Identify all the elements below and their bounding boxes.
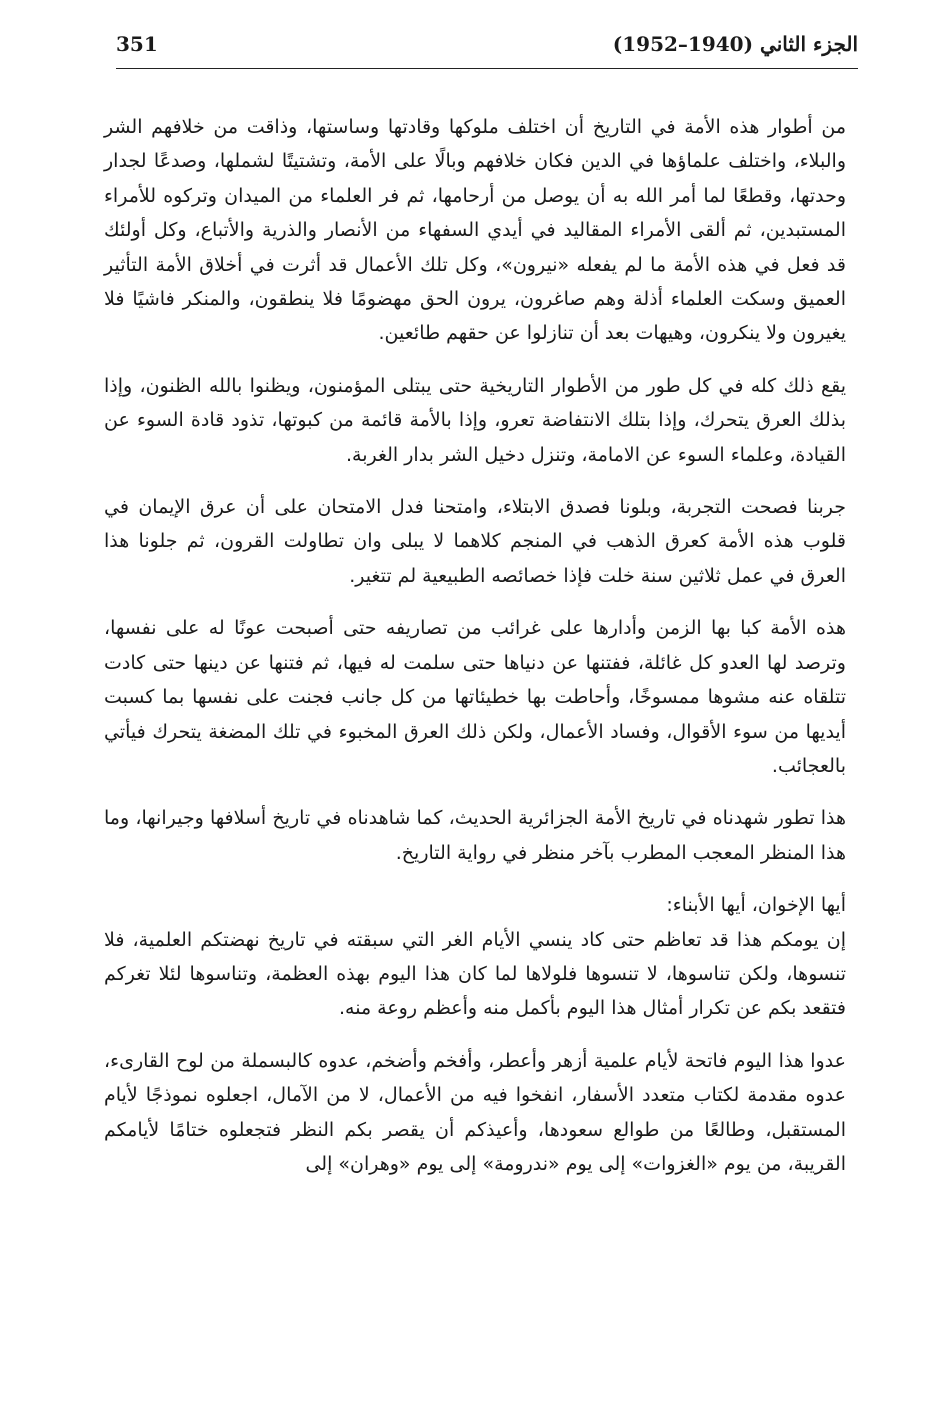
running-head: الجزء الثاني (1940–1952) — [612, 32, 858, 56]
paragraph: هذه الأمة كبا بها الزمن وأدارها على غرائب من تصاريفه حتى أصبحت عونًا له على نفسها، وترصد لها العدو كل غائلة، ففتنها عن دنياها حتى سلمت له فيها، ثم فتنها عن دينها حتى كادت تتلقاه عنه مشوها ممسوخًا، وأحاطت بها خطيئاتها من كل جانب فجنت على نفسها بما كسبت أيديها من سوء الأقوال، وفساد الأعمال، ولكن ذلك العرق المخبوء في تلك المضغة يتحرك فيأتي بالعجائب. — [104, 617, 846, 777]
paragraph: إن يومكم هذا قد تعاظم حتى كاد ينسي الأيام الغر التي سبقته في تاريخ نهضتكم العلمية، فلا تنسوها، ولكن تناسوها، لا تنسوها فلولاها لما كان هذا اليوم بهذه العظمة، وتناسوها لئلا تغركم فتقعد بكم عن تكرار أمثال هذا اليوم بأكمل منه وأعظم روعة منه. — [104, 928, 846, 1020]
page-header — [116, 30, 858, 70]
paragraph: من أطوار هذه الأمة في التاريخ أن اختلف ملوكها وقادتها وساستها، وذاقت من خلافهم الشر والبلاء، واختلف علماؤها في الدين فكان خلافهم وبالًا على الأمة، وتشتيتًا لشملها، وصدعًا لجدار وحدتها، وقطعًا لما أمر الله به أن يوصل من أرحامها، ثم فر العلماء من الميدان وتركوه للأمراء المستبدين، ثم ألقى الأمراء المقاليد في أيدي السفهاء من الأنصار والذرية والأتباع، وكل أولئك قد فعل في هذه الأمة ما لم يفعله «نيرون»، وكل تلك الأعمال قد أثرت في أخلاق الأمة التأثير العميق وسكت العلماء أذلة وهم صاغرون، يرون الحق مهضومًا فلا ينطقون، والمنكر فاشيًا فلا يغيرون ولا ينكرون، وهيهات بعد أن تنازلوا عن حقهم طائعين. — [104, 116, 846, 345]
paragraph: يقع ذلك كله في كل طور من الأطوار التاريخية حتى يبتلى المؤمنون، ويظنوا بالله الظنون، وإذا بذلك العرق يتحرك، وإذا بتلك الانتفاضة تعرو، وإذا بالأمة قائمة من كبوتها، تذود قادة السوء عن القيادة، وعلماء السوء عن الامامة، وتنزل دخيل الشر بدار الغربة. — [104, 374, 846, 466]
page-number: 351 — [116, 32, 158, 56]
header-rule — [116, 68, 858, 69]
paragraph: هذا تطور شهدناه في تاريخ الأمة الجزائرية الحديث، كما شاهدناه في تاريخ أسلافها وجيرانها، وما هذا المنظر المعجب المطرب بآخر منظر في رواية التاريخ. — [104, 807, 846, 864]
page-body — [104, 110, 846, 1199]
paragraph: جربنا فصحت التجربة، وبلونا فصدق الابتلاء، وامتحنا فدل الامتحان على أن عرق الإيمان في قلوب هذه الأمة كعرق الذهب في المنجم كلاهما لا يبلى وان تطاولت القرون، ثم جلونا هذا العرق في عمل ثلاثين سنة خلت فإذا خصائصه الطبيعية لم تتغير. — [104, 496, 846, 587]
address-line: أيها الإخوان، أيها الأبناء: — [666, 894, 846, 917]
paragraph: عدوا هذا اليوم فاتحة لأيام علمية أزهر وأعطر، وأفخم وأضخم، عدوه كالبسملة من لوح القارىء، عدوه مقدمة لكتاب متعدد الأسفار، انفخوا فيه من الأعمال، لا من الآمال، اجعلوه نموذجًا لأيام المستقبل، وطالعًا من طوالع سعودها، وأعيذكم أن يقصر بكم النظر فتجعلوه ختامًا لأيامكم القريبة، من يوم «الغزوات» إلى يوم «ندرومة» إلى يوم «وهران» إلى — [104, 1049, 846, 1175]
